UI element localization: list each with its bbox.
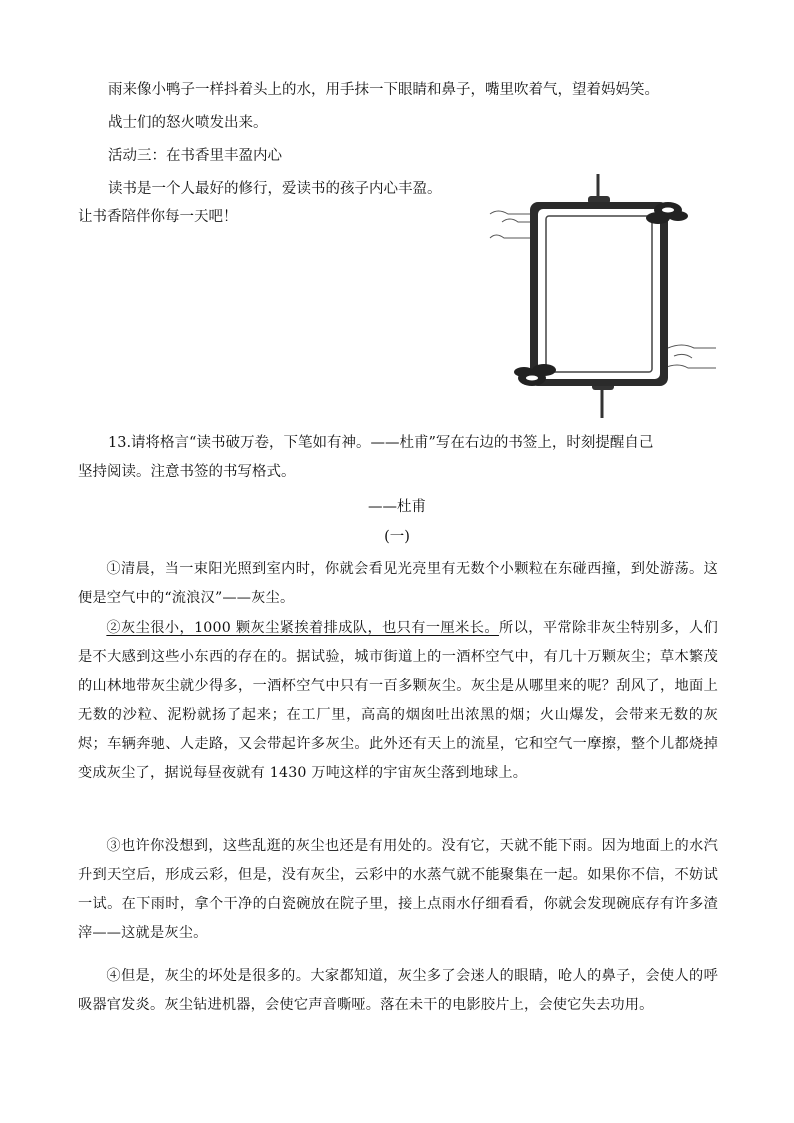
question-13-line-2: 坚持阅读。注意书签的书写格式。 xyxy=(78,464,296,480)
signature-du-fu: ——杜甫 xyxy=(368,499,426,515)
question-13-line-1: 13.请将格言“读书破万卷，下笔如有神。——杜甫”写在右边的书签上，时刻提醒自己 xyxy=(108,435,654,451)
section-title: (一) xyxy=(384,529,410,545)
intro-line-1: 雨来像小鸭子一样抖着头上的水，用手抹一下眼睛和鼻子，嘴里吹着气，望着妈妈笑。 xyxy=(108,82,659,98)
paragraph-3: ③也许你没想到，这些乱逛的灰尘也还是有用处的。没有它，天就不能下雨。因为地面上的水汽升到天空后，形成云彩，但是，没有灰尘，云彩中的水蒸气就不能聚集在一起。如果你不信，不妨试一试。在下雨时，拿个干净的白瓷碗放在院子里，接上点雨水仔细看看，你就会发现碗底存有许多渣滓——这就是灰尘。 xyxy=(78,838,718,941)
paragraph-2 xyxy=(78,614,718,788)
bookmark-frame-illustration xyxy=(488,172,718,422)
paragraph-1: ①清晨，当一束阳光照到室内时，你就会看见光亮里有无数个小颗粒在东碰西撞，到处游荡。这便是空气中的“流浪汉”——灰尘。 xyxy=(78,561,718,606)
paragraph-2-rest: 所以，平常除非灰尘特别多，人们是不大感到这些小东西的存在的。据试验，城市街道上的一酒杯空气中，有几十万颗灰尘；草木繁茂的山林地带灰尘就少得多，一酒杯空气中只有一百多颗灰尘。灰尘是从哪里来的呢？刮风了，地面上无数的沙粒、泥粉就扬了起来；在工厂里，高高的烟囱吐出浓黑的烟；火山爆发，会带来无数的灰烬；车辆奔驰、人走路，又会带起许多灰尘。此外还有天上的流星，它和空气一摩擦，整个儿都烧掉变成灰尘了，据说每昼夜就有 1430 万吨这样的宇宙灰尘落到地球上。 xyxy=(78,620,718,781)
reading-line-1: 读书是一个人最好的修行，爱读书的孩子内心丰盈。 xyxy=(108,181,442,197)
activity-3-heading: 活动三：在书香里丰盈内心 xyxy=(108,148,282,164)
reading-line-2: 让书香陪伴你每一天吧！ xyxy=(78,209,238,225)
paragraph-2-underlined-sentence: ②灰尘很小，1000 颗灰尘紧挨着排成队，也只有一厘米长。 xyxy=(106,620,499,636)
paragraph-4: ④但是，灰尘的坏处是很多的。大家都知道，灰尘多了会迷人的眼睛，呛人的鼻子，会使人的呼吸器官发炎。灰尘钻进机器，会使它声音嘶哑。落在未干的电影胶片上，会使它失去功用。 xyxy=(78,968,718,1013)
intro-line-2: 战士们的怒火喷发出来。 xyxy=(108,115,268,131)
